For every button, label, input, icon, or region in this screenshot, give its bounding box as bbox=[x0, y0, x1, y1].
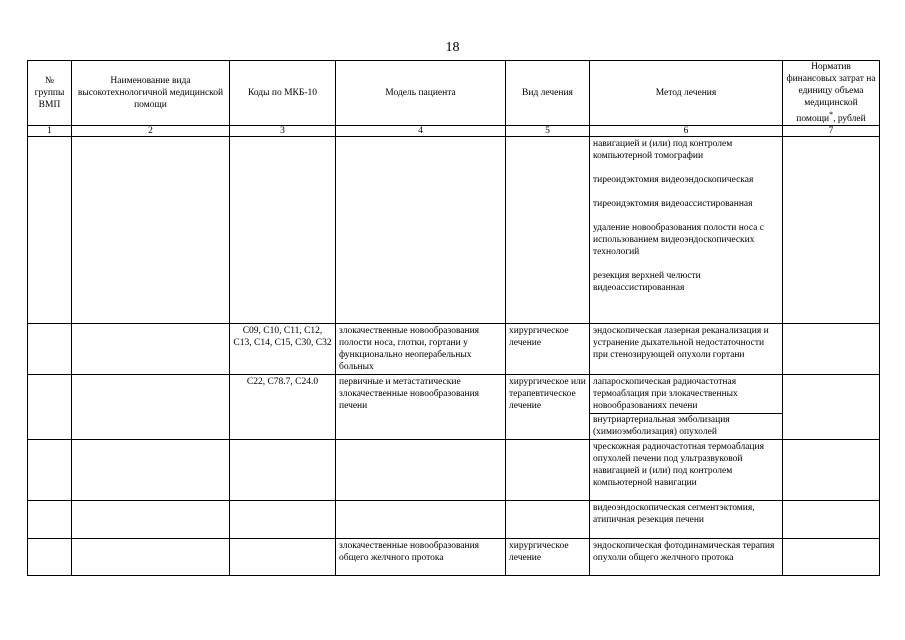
cell-cost bbox=[783, 137, 880, 324]
method-item: удаление новообразования полости носа с использованием видеоэндоскопических технологий bbox=[593, 223, 764, 258]
cell-methods bbox=[590, 324, 783, 375]
table-row bbox=[28, 501, 880, 539]
cell-methods bbox=[590, 137, 783, 324]
cell-model: злокачественные новообразования общего желчного протока bbox=[336, 539, 506, 576]
header-care-type-name: Наименование вида высокотехнологичной медицинской помощи bbox=[72, 61, 230, 126]
method-item: лапароскопическая радиочастотная термоаблация при злокачественных новообразованиях печени bbox=[593, 377, 738, 412]
cell-care-type bbox=[72, 324, 230, 375]
cell-codes bbox=[230, 440, 336, 501]
header-patient-model: Модель пациента bbox=[336, 61, 506, 126]
cell-codes: C22, C78.7, C24.0 bbox=[230, 375, 336, 440]
header-icd10-codes: Коды по МКБ-10 bbox=[230, 61, 336, 126]
column-number: 2 bbox=[72, 126, 230, 137]
method-item: чрескожная радиочастотная термоаблация опухолей печени под ультразвуковой навигацией и (или) под контролем компьютерной навигации bbox=[593, 442, 764, 489]
cell-group-number bbox=[28, 501, 72, 539]
method-item: внутриартериальная эмболизация (химиоэмболизация) опухолей bbox=[590, 413, 782, 438]
cell-care-type bbox=[72, 539, 230, 576]
cell-care-type bbox=[72, 137, 230, 324]
cell-treatment-type: хирургическое лечение bbox=[506, 539, 590, 576]
cell-cost bbox=[783, 440, 880, 501]
cell-treatment-type: хирургическое или терапевтическое лечение bbox=[506, 375, 590, 440]
method-item: эндоскопическая лазерная реканализация и устранение дыхательной недостаточности при стенозирующей опухоли гортани bbox=[593, 326, 769, 361]
cell-group-number bbox=[28, 137, 72, 324]
table-row bbox=[28, 324, 880, 375]
cell-care-type bbox=[72, 375, 230, 440]
cell-codes bbox=[230, 539, 336, 576]
cell-codes bbox=[230, 501, 336, 539]
method-item: видеоэндоскопическая сегментэктомия, атипичная резекция печени bbox=[593, 503, 755, 526]
cell-methods bbox=[590, 440, 783, 501]
column-number: 1 bbox=[28, 126, 72, 137]
page-number: 18 bbox=[445, 40, 460, 55]
method-item: резекция верхней челюсти видеоассистированная bbox=[593, 271, 701, 294]
header-treatment-type: Вид лечения bbox=[506, 61, 590, 126]
cell-codes: C09, C10, C11, C12, C13, C14, C15, C30, C32 bbox=[230, 324, 336, 375]
cell-group-number bbox=[28, 324, 72, 375]
cell-model: первичные и метастатические злокачественные новообразования печени bbox=[336, 375, 506, 440]
cell-treatment-type: хирургическое лечение bbox=[506, 324, 590, 375]
cell-cost bbox=[783, 324, 880, 375]
column-number: 4 bbox=[336, 126, 506, 137]
cell-treatment-type bbox=[506, 137, 590, 324]
cell-group-number bbox=[28, 375, 72, 440]
cell-cost bbox=[783, 539, 880, 576]
cell-care-type bbox=[72, 501, 230, 539]
table-row bbox=[28, 539, 880, 576]
cell-model: злокачественные новообразования полости носа, глотки, гортани у функционально неоперабельных больных bbox=[336, 324, 506, 375]
cell-group-number bbox=[28, 440, 72, 501]
cell-cost bbox=[783, 375, 880, 440]
cell-cost bbox=[783, 501, 880, 539]
cell-treatment-type bbox=[506, 440, 590, 501]
cell-codes bbox=[230, 137, 336, 324]
column-number: 6 bbox=[590, 126, 783, 137]
medical-care-table bbox=[27, 60, 880, 576]
header-cost-standard: Норматив финансовых затрат на единицу объема медицинской помощи*, рублей bbox=[783, 61, 880, 126]
cell-model bbox=[336, 137, 506, 324]
method-item: навигацией и (или) под контролем компьютерной томографии bbox=[593, 139, 733, 162]
cell-treatment-type bbox=[506, 501, 590, 539]
cell-methods bbox=[590, 539, 783, 576]
cell-methods bbox=[590, 375, 783, 440]
cell-model bbox=[336, 501, 506, 539]
cell-methods bbox=[590, 501, 783, 539]
column-number: 5 bbox=[506, 126, 590, 137]
column-number: 3 bbox=[230, 126, 336, 137]
cell-model bbox=[336, 440, 506, 501]
table-row bbox=[28, 137, 880, 324]
table-row bbox=[28, 440, 880, 501]
method-item: эндоскопическая фотодинамическая терапия опухоли общего желчного протока bbox=[593, 541, 775, 564]
method-item: тиреоидэктомия видеоэндоскопическая bbox=[593, 175, 754, 186]
column-number-row bbox=[28, 126, 880, 137]
table-row bbox=[28, 375, 880, 440]
header-treatment-method: Метод лечения bbox=[590, 61, 783, 126]
method-item: тиреоидэктомия видеоассистированная bbox=[593, 199, 753, 210]
header-group-number: № группы ВМП bbox=[28, 61, 72, 126]
cell-care-type bbox=[72, 440, 230, 501]
cell-group-number bbox=[28, 539, 72, 576]
header-row bbox=[28, 61, 880, 126]
column-number: 7 bbox=[783, 126, 880, 137]
